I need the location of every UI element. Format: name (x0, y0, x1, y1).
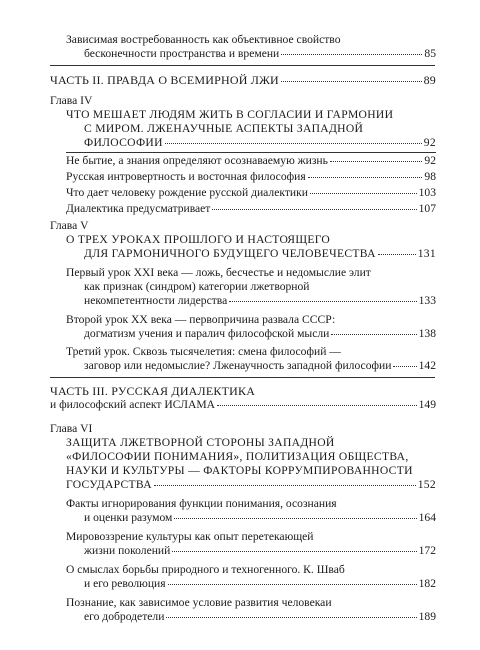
page-number: 189 (418, 610, 436, 623)
chapter-title: «ФИЛОСОФИИ ПОНИМАНИЯ», ПОЛИТИЗАЦИЯ ОБЩЕСТВА, (66, 450, 409, 463)
chapter-title: О ТРЕХ УРОКАХ ПРОШЛОГО И НАСТОЯЩЕГО (66, 233, 331, 246)
divider (50, 377, 435, 378)
chapter-title: ДЛЯ ГАРМОНИЧНОГО БУДУЩЕГО ЧЕЛОВЕЧЕСТВА 131 (84, 247, 436, 260)
chapter-title: ЗАЩИТА ЛЖЕТВОРНОЙ СТОРОНЫ ЗАПАДНОЙ (66, 436, 335, 449)
page-number: 103 (418, 186, 436, 199)
chapter-title: ГОСУДАРСТВА 152 (66, 478, 436, 491)
toc-part-heading (50, 73, 436, 87)
toc-entry: Мировоззрение культуры как опыт перетекающей (66, 530, 314, 543)
chapter-title: ЧТО МЕШАЕТ ЛЮДЯМ ЖИТЬ В СОГЛАСИИ И ГАРМОНИИ (66, 108, 394, 121)
leader-dots (212, 209, 416, 210)
page-number: 92 (423, 136, 436, 149)
leader-dots (330, 161, 422, 162)
toc-entry: Не бытие, а знания определяют осознаваемую жизнь 92 (66, 154, 436, 167)
chapter-title: С МИРОМ. ЛЖЕНАУЧНЫЕ АСПЕКТЫ ЗАПАДНОЙ (84, 122, 364, 135)
page-number: 172 (418, 544, 436, 557)
page-number: 164 (418, 511, 436, 524)
toc-entry: заговор или недомыслие? Лженаучность западной философии 142 (84, 359, 436, 372)
page-number: 107 (418, 202, 436, 215)
page-number: 142 (418, 359, 436, 372)
part-title: ЧАСТЬ III. РУССКАЯ ДИАЛЕКТИКА (50, 384, 256, 398)
page-number: 131 (417, 247, 436, 260)
toc-entry: догматизм учения и паралич философской мысли 138 (84, 327, 436, 340)
entry-text: бесконечности пространства и времени (84, 47, 280, 60)
toc-entry: и его революция 182 (84, 577, 436, 590)
toc-entry: его добродетели 189 (84, 610, 436, 623)
leader-dots (308, 177, 423, 178)
leader-dots (331, 334, 416, 335)
page-number: 182 (418, 577, 436, 590)
toc-entry (84, 47, 436, 61)
leader-dots (310, 193, 417, 194)
page-number: 133 (418, 294, 436, 307)
page-number: 149 (418, 398, 436, 411)
leader-dots (172, 551, 416, 552)
leader-dots (378, 254, 416, 255)
toc-entry: как признак (синдром) категории лжетворной (84, 280, 310, 293)
page-number: 98 (424, 170, 436, 183)
toc-part-heading (50, 398, 436, 412)
leader-dots (229, 301, 416, 302)
toc-entry: некомпетентности лидерства 133 (84, 294, 436, 307)
leader-dots (166, 617, 416, 618)
toc-entry: Что дает человеку рождение русской диалектики 103 (66, 186, 436, 199)
chapter-label: Глава V (50, 219, 89, 232)
leader-dots (393, 366, 416, 367)
chapter-title: НАУКИ И КУЛЬТУРЫ — ФАКТОРЫ КОРРУМПИРОВАННОСТИ (66, 464, 413, 477)
chapter-title: ФИЛОСОФИИ 92 (84, 136, 436, 149)
entry-text: Зависимая востребованность как объективное свойство (66, 33, 341, 46)
toc-entry: Третий урок. Сквозь тысячелетия: смена философий — (66, 345, 341, 358)
toc-entry: Русская интровертность и восточная философия 98 (66, 170, 436, 183)
toc-entry: О смыслах борьбы природного и техногенного. К. Шваб (66, 563, 345, 576)
toc-entry: Второй урок XX века — первопричина развала СССР: (66, 313, 336, 326)
part-title: ЧАСТЬ II. ПРАВДА О ВСЕМИРНОЙ ЛЖИ (50, 73, 279, 87)
chapter-label: Глава VI (50, 422, 93, 435)
part-subtitle: и философский аспект ИСЛАМА (50, 398, 216, 411)
page-number: 89 (423, 73, 436, 87)
leader-dots (217, 405, 417, 406)
chapter-label: Глава IV (50, 94, 93, 107)
toc-entry: жизни поколений 172 (84, 544, 436, 557)
leader-dots (165, 143, 422, 144)
leader-dots (281, 54, 422, 55)
leader-dots (174, 518, 416, 519)
page-number: 92 (424, 154, 436, 167)
page-number: 138 (418, 327, 436, 340)
toc-entry: и оценки разумом 164 (84, 511, 436, 524)
toc-entry (66, 33, 436, 47)
toc-part-heading (50, 384, 436, 398)
leader-dots (154, 485, 416, 486)
leader-dots (281, 81, 422, 82)
toc-entry: Диалектика предусматривает 107 (66, 202, 436, 215)
leader-dots (168, 584, 417, 585)
divider (66, 152, 436, 153)
page-number: 152 (417, 478, 436, 491)
toc-entry: Факты игнорирования функции понимания, осознания (66, 497, 337, 510)
toc-entry: Первый урок XXI века — ложь, бесчестье и недомыслие элит (66, 266, 371, 279)
page-number: 85 (424, 47, 436, 60)
divider (50, 65, 435, 66)
toc-entry: Познание, как зависимое условие развития человекаи (66, 596, 332, 609)
